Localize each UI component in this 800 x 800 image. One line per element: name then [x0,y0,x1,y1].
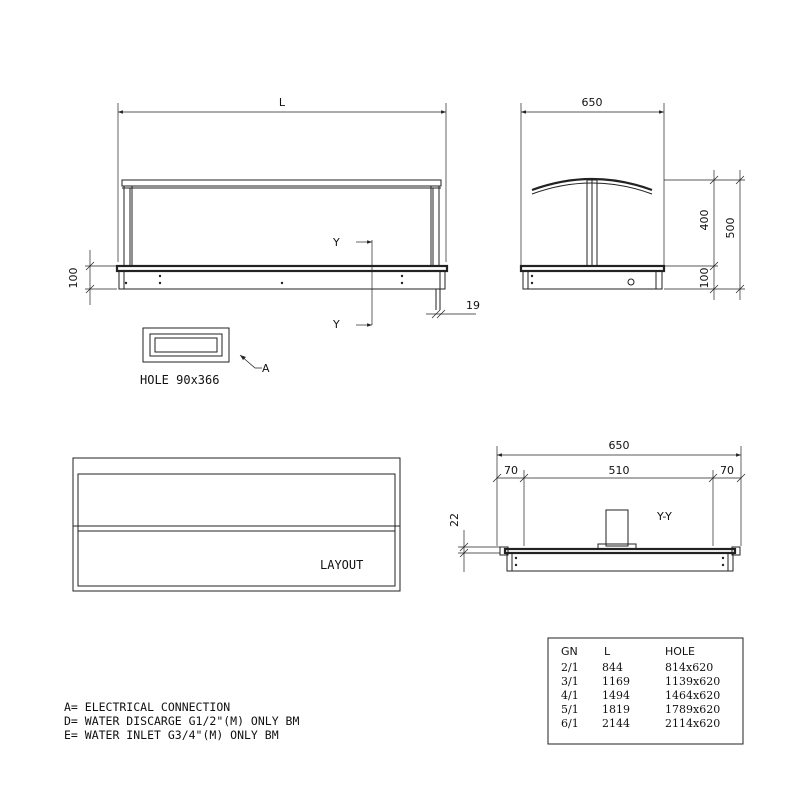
layout-label: LAYOUT [320,558,364,572]
table-cell-hole: 1789x620 [665,703,721,716]
table-cell-hole: 1139x620 [665,675,721,688]
front-height-dim: 100 [67,267,80,289]
section-title: Y-Y [657,510,672,523]
hole-detail [140,328,270,387]
section-total-dim: 650 [608,439,630,452]
table-cell-l: 844 [602,661,623,674]
section-view [448,439,745,572]
table-cell-gn: 6/1 [561,717,579,730]
side-view [521,96,745,300]
table-cell-gn: 5/1 [561,703,579,716]
table-cell-hole: 2114x620 [665,717,721,730]
side-glass-height-dim: 400 [698,209,711,231]
legend-line-d: D= WATER DISCARGE G1/2"(M) ONLY BM [64,714,300,728]
front-offset-dim: 19 [466,299,480,312]
table-cell-l: 1169 [602,675,630,688]
table-cell-hole: 1464x620 [665,689,721,702]
table-cell-gn: 4/1 [561,689,579,702]
front-view [67,96,480,331]
side-width-dim: 650 [581,96,603,109]
hole-callout: A [262,362,270,375]
table-cell-hole: 814x620 [665,661,714,674]
section-middle-dim: 510 [608,464,630,477]
section-marker-bottom: Y [333,318,340,331]
table-cell-gn: 2/1 [561,661,579,674]
table-cell-l: 1494 [602,689,630,702]
side-total-height-dim: 500 [724,217,737,239]
section-height-dim: 22 [448,513,461,527]
table-cell-gn: 3/1 [561,675,579,688]
size-table [548,638,743,744]
legend-line-a: A= ELECTRICAL CONNECTION [64,700,231,714]
hole-label: HOLE 90x366 [140,373,220,387]
front-length-dim: L [278,96,286,109]
table-header-l: L [604,645,611,658]
table-header-gn: GN [561,645,578,658]
table-cell-l: 1819 [602,703,630,716]
legend-line-e: E= WATER INLET G3/4"(M) ONLY BM [64,728,279,742]
table-cell-l: 2144 [602,717,630,730]
section-right-dim: 70 [720,464,734,477]
layout-view [73,458,400,591]
side-base-height-dim: 100 [698,267,711,289]
table-header-hole: HOLE [665,645,696,658]
legend [64,700,299,742]
section-left-dim: 70 [504,464,518,477]
section-marker-top: Y [333,236,340,249]
